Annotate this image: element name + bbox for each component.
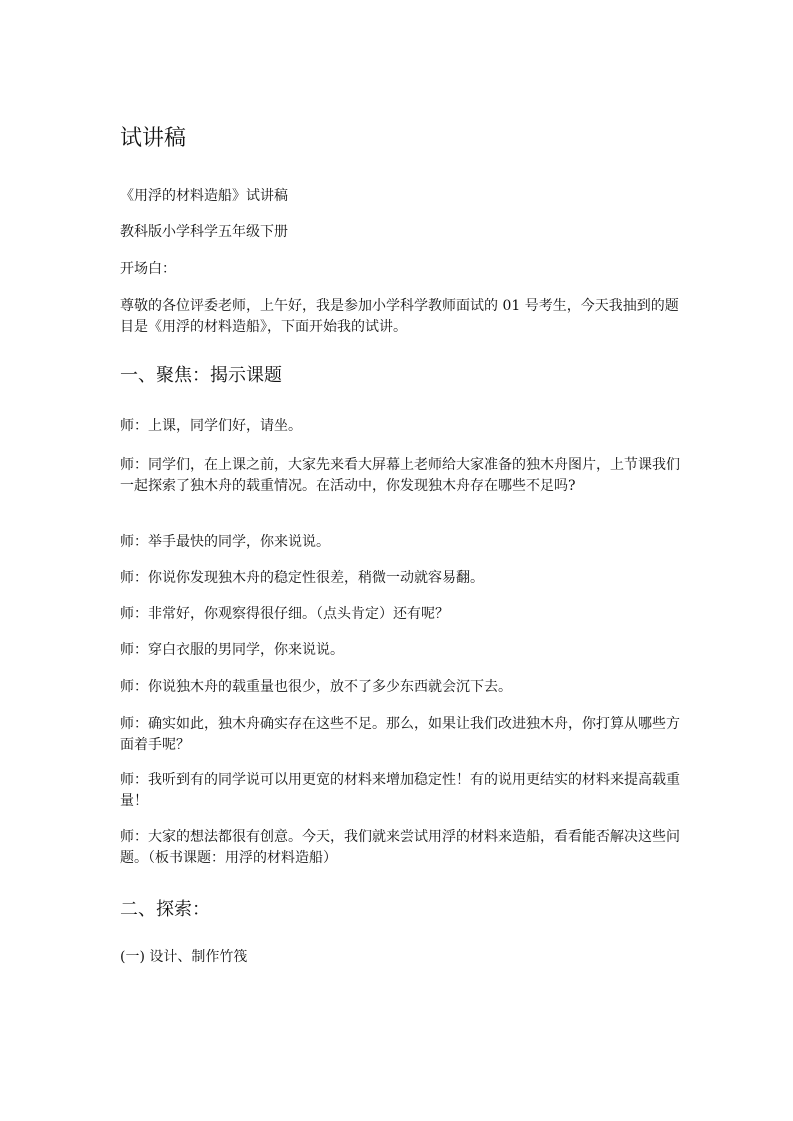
subsection-heading: (一) 设计、制作竹筏 [120,949,248,965]
opening-label: 开场白： [120,261,176,277]
dialogue-line: 师：我听到有的同学说可以用更宽的材料来增加稳定性！有的说用更结实的材料来提高载重量！ [120,772,680,809]
dialogue-line: 师：你说你发现独木舟的稳定性很差，稍微一动就容易翻。 [120,570,484,586]
section-heading-explore: 二、探索： [120,899,210,920]
dialogue-line: 师：确实如此，独木舟确实存在这些不足。那么，如果让我们改进独木舟，你打算从哪些方面着手呢？ [120,716,680,753]
section-heading-focus: 一、聚焦：揭示课题 [120,365,282,386]
dialogue-line: 师：非常好，你观察得很仔细。（点头肯定）还有呢？ [120,606,449,622]
lesson-subtitle: 《用浮的材料造船》试讲稿 [120,188,288,204]
dialogue-line: 师：举手最快的同学，你来说说。 [120,534,330,550]
textbook-line: 教科版小学科学五年级下册 [120,224,288,240]
dialogue-line: 师：上课，同学们好，请坐。 [120,418,302,434]
document-title: 试讲稿 [120,126,187,151]
dialogue-line: 师：同学们，在上课之前，大家先来看大屏幕上老师给大家准备的独木舟图片，上节课我们一起探索了独木舟的载重情况。在活动中，你发现独木舟存在哪些不足吗? [120,457,680,494]
dialogue-line: 师：大家的想法都很有创意。今天，我们就来尝试用浮的材料来造船，看看能否解决这些问题。（板书课题：用浮的材料造船） [120,829,680,866]
dialogue-line: 师：你说独木舟的载重量也很少，放不了多少东西就会沉下去。 [120,679,512,695]
opening-paragraph: 尊敬的各位评委老师，上午好，我是参加小学科学教师面试的 01 号考生，今天我抽到的题目是《用浮的材料造船》，下面开始我的试讲。 [120,298,679,335]
dialogue-line: 师：穿白衣服的男同学，你来说说。 [120,642,344,658]
